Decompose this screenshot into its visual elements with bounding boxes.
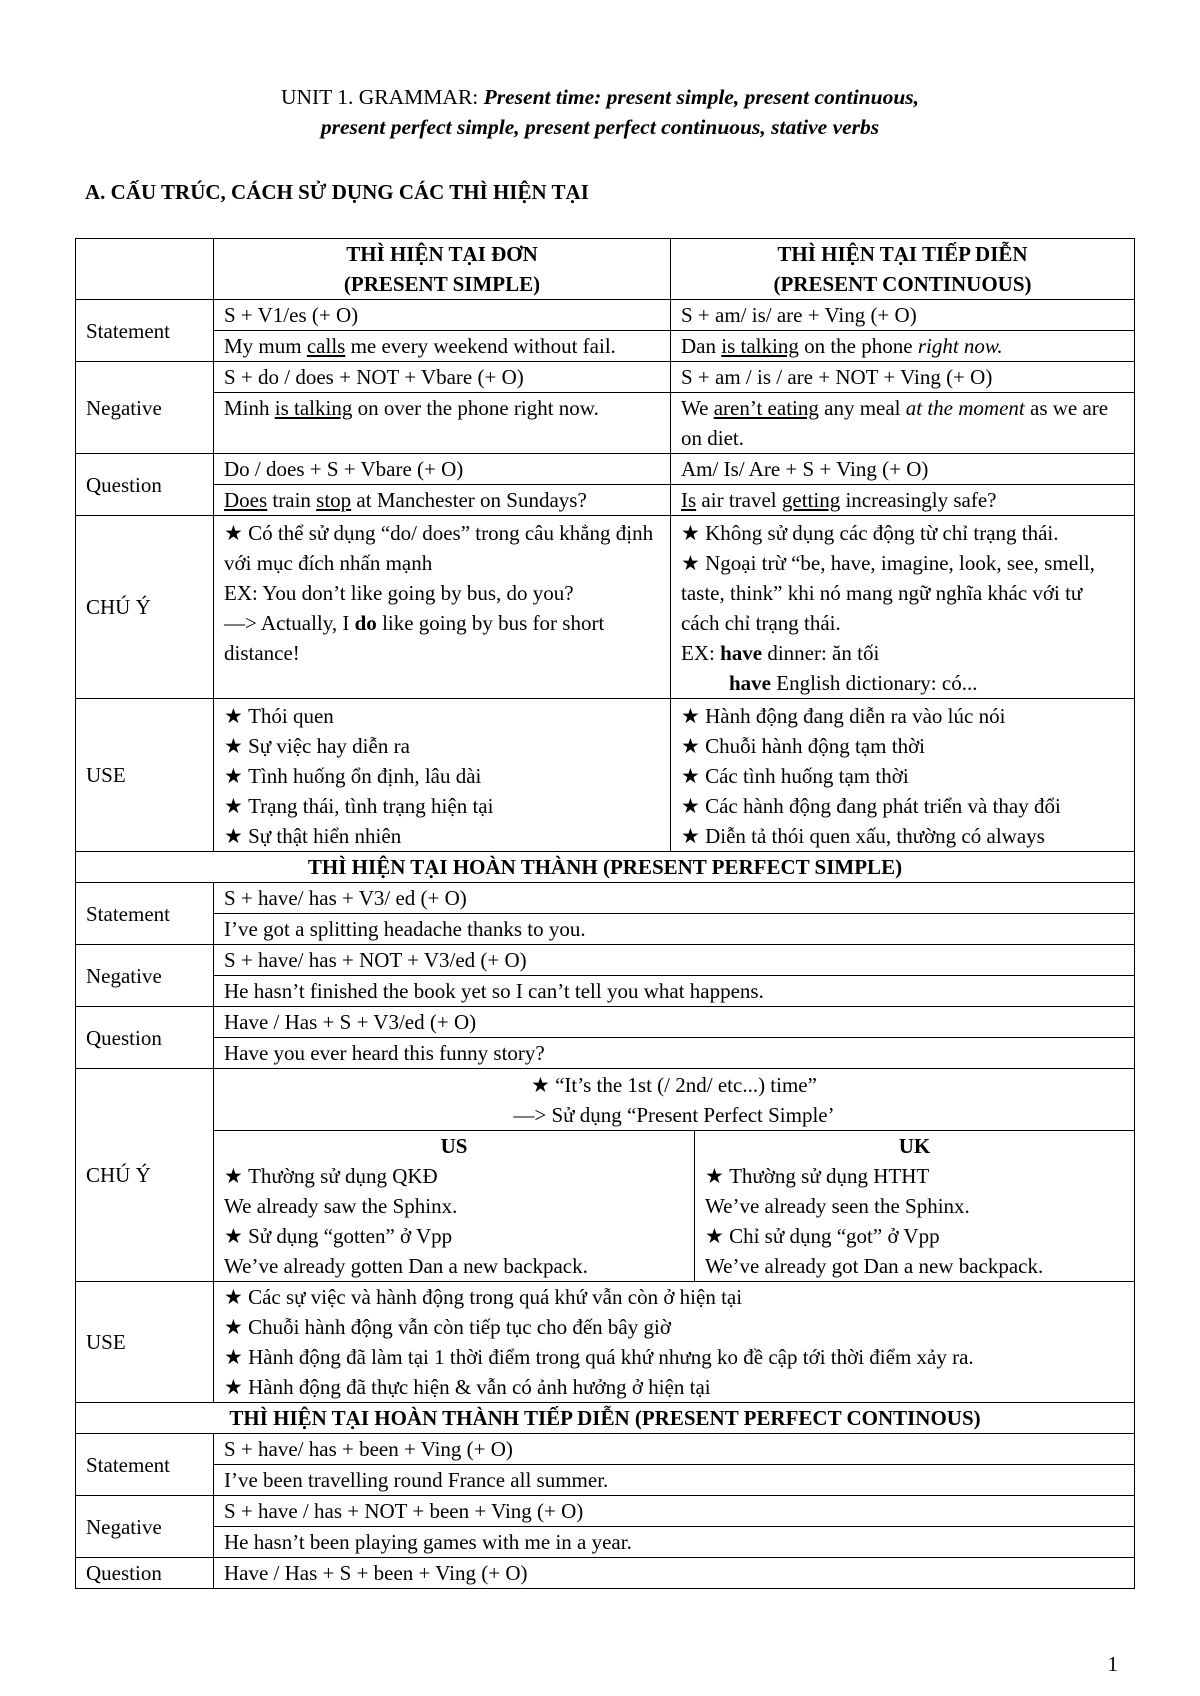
title-line-1: [0, 82, 1200, 112]
row-label: Question: [76, 1558, 214, 1589]
form-cell: Have / Has + S + V3/ed (+ O): [214, 1007, 1135, 1038]
example-cell: [671, 393, 1135, 454]
note-cell: [214, 516, 671, 699]
note-line: ★ Sử dụng “gotten” ở Vpp: [224, 1221, 684, 1251]
underlined-verb: calls: [306, 334, 346, 358]
table-row: [76, 1527, 1135, 1558]
note-line: —> Sử dụng “Present Perfect Simple’: [513, 1103, 835, 1127]
use-item: ★ Các sự việc và hành động trong quá khứ vẫn còn ở hiện tại: [224, 1282, 1124, 1312]
underlined-verb: getting: [781, 488, 841, 512]
use-item: ★ Các tình huống tạm thời: [681, 761, 1124, 791]
underlined-verb: stop: [316, 488, 352, 512]
table-row: [76, 1496, 1135, 1527]
use-item: ★ Hành động đang diễn ra vào lúc nói: [681, 701, 1124, 731]
text: Dan: [681, 334, 722, 358]
text: air travel: [696, 488, 782, 512]
italic-time-marker: right now.: [917, 334, 1003, 358]
header-text: THÌ HIỆN TẠI ĐƠN: [346, 242, 538, 266]
form-cell: S + have / has + NOT + been + Ving (+ O): [214, 1496, 1135, 1527]
underlined-verb: is talking: [274, 396, 353, 420]
note-cell: [671, 516, 1135, 699]
bold-word: have: [720, 641, 763, 665]
table-row: [76, 1465, 1135, 1496]
bold-word: have: [729, 671, 771, 695]
use-cell: [214, 1282, 1135, 1403]
note-line: [681, 668, 1124, 698]
section-bar-row: [76, 1403, 1135, 1434]
text: EX:: [681, 641, 721, 665]
text: on the phone: [798, 334, 918, 358]
table-row: [76, 331, 1135, 362]
row-label: Statement: [76, 1434, 214, 1496]
bold-word: do: [354, 611, 377, 635]
table-row: [76, 699, 1135, 852]
text: any meal: [818, 396, 906, 420]
use-item: ★ Chuỗi hành động vẫn còn tiếp tục cho đến bây giờ: [224, 1312, 1124, 1342]
row-label: CHÚ Ý: [76, 516, 214, 699]
note-line: ★ Ngoại trừ “be, have, imagine, look, see, smell, taste, think” khi nó mang ngữ nghĩa khác với tư cách chỉ trạng thái.: [681, 548, 1124, 638]
us-uk-table: [214, 1130, 1134, 1281]
present-continuous-header: [671, 239, 1135, 300]
example-cell: [214, 393, 671, 454]
note-line: [681, 638, 1124, 668]
table-row: [76, 485, 1135, 516]
form-cell: Am/ Is/ Are + S + Ving (+ O): [671, 454, 1135, 485]
note-line: We already saw the Sphinx.: [224, 1194, 458, 1218]
table-row: [76, 1558, 1135, 1589]
form-cell: S + am / is / are + NOT + Ving (+ O): [671, 362, 1135, 393]
table-row: [76, 1282, 1135, 1403]
use-item: ★ Hành động đã làm tại 1 thời điểm trong quá khứ nhưng ko đề cập tới thời điểm xảy ra.: [224, 1342, 1124, 1372]
example-cell: I’ve got a splitting headache thanks to you.: [214, 914, 1135, 945]
note-top: [214, 1069, 1134, 1130]
use-item: ★ Tình huống ổn định, lâu dài: [224, 761, 660, 791]
text: increasingly safe?: [840, 488, 997, 512]
form-cell: Have / Has + S + been + Ving (+ O): [214, 1558, 1135, 1589]
row-label: USE: [76, 1282, 214, 1403]
table-row: [76, 914, 1135, 945]
form-cell: S + have/ has + NOT + V3/ed (+ O): [214, 945, 1135, 976]
header-text: THÌ HIỆN TẠI TIẾP DIỄN: [777, 242, 1028, 266]
example-cell: [671, 485, 1135, 516]
note-line: [224, 608, 660, 668]
present-perfect-simple-header: THÌ HIỆN TẠI HOÀN THÀNH (PRESENT PERFECT SIMPLE): [76, 852, 1135, 883]
note-line: We’ve already got Dan a new backpack.: [705, 1254, 1044, 1278]
text: My mum: [224, 334, 307, 358]
example-cell: Have you ever heard this funny story?: [214, 1038, 1135, 1069]
note-line: ★ “It’s the 1st (/ 2nd/ etc...) time”: [214, 1070, 1134, 1100]
text: like going by bus for short distance!: [224, 611, 605, 665]
form-cell: S + have/ has + V3/ ed (+ O): [214, 883, 1135, 914]
row-label: Question: [76, 454, 214, 516]
form-cell: S + V1/es (+ O): [214, 300, 671, 331]
table-row: [76, 1434, 1135, 1465]
note-line: ★ Thường sử dụng QKĐ: [224, 1161, 684, 1191]
table-row: [76, 883, 1135, 914]
use-item: ★ Chuỗi hành động tạm thời: [681, 731, 1124, 761]
note-line: EX: You don’t like going by bus, do you?: [224, 581, 574, 605]
example-cell: [671, 331, 1135, 362]
table-row: [76, 976, 1135, 1007]
example-cell: I’ve been travelling round France all summer.: [214, 1465, 1135, 1496]
example-cell: He hasn’t finished the book yet so I can’t tell you what happens.: [214, 976, 1135, 1007]
use-item: ★ Diễn tả thói quen xấu, thường có always: [681, 821, 1124, 851]
table-row: [76, 1007, 1135, 1038]
use-item: ★ Trạng thái, tình trạng hiện tại: [224, 791, 660, 821]
table-row: [76, 516, 1135, 699]
italic-time-marker: at the moment: [905, 396, 1025, 420]
title-line-2: [0, 112, 1200, 142]
text: Minh: [224, 396, 275, 420]
example-cell: [214, 331, 671, 362]
note-line: ★ Có thể sử dụng “do/ does” trong câu khẳng định với mục đích nhấn mạnh: [224, 518, 660, 578]
text: We: [681, 396, 714, 420]
table-row: [76, 300, 1135, 331]
title-subject: Present time: present simple, present continuous,: [483, 85, 920, 109]
form-cell: S + am/ is/ are + Ving (+ O): [671, 300, 1135, 331]
note-cell: [214, 1069, 1135, 1282]
note-line: We’ve already seen the Sphinx.: [705, 1194, 970, 1218]
underlined-verb: Is: [681, 488, 697, 512]
page-number: 1: [1107, 1652, 1118, 1676]
present-simple-header: [214, 239, 671, 300]
use-item: ★ Hành động đã thực hiện & vẫn có ảnh hưởng ở hiện tại: [224, 1372, 1124, 1402]
example-cell: He hasn’t been playing games with me in a year.: [214, 1527, 1135, 1558]
form-cell: Do / does + S + Vbare (+ O): [214, 454, 671, 485]
table-row: [76, 362, 1135, 393]
row-label: Negative: [76, 362, 214, 454]
text: train: [267, 488, 317, 512]
text: as we are on diet.: [681, 396, 1109, 450]
header-subtext: (PRESENT SIMPLE): [343, 272, 541, 296]
row-label: Negative: [76, 1496, 214, 1558]
table-row: [76, 454, 1135, 485]
form-cell: S + have/ has + been + Ving (+ O): [214, 1434, 1135, 1465]
underlined-verb: aren’t eating: [713, 396, 819, 420]
us-heading: US: [440, 1134, 468, 1158]
title-prefix: UNIT 1. GRAMMAR:: [280, 85, 484, 109]
text: on over the phone right now.: [352, 396, 599, 420]
use-item: ★ Thói quen: [224, 701, 660, 731]
row-label: Negative: [76, 945, 214, 1007]
use-item: ★ Sự việc hay diễn ra: [224, 731, 660, 761]
text: English dictionary: có...: [771, 671, 978, 695]
use-cell: [214, 699, 671, 852]
note-line: ★ Không sử dụng các động từ chỉ trạng thái.: [681, 518, 1124, 548]
table-row: [76, 945, 1135, 976]
us-column: [214, 1131, 695, 1282]
row-label: Statement: [76, 300, 214, 362]
uk-column: [695, 1131, 1135, 1282]
header-row: [76, 239, 1135, 300]
table-row: [76, 1069, 1135, 1282]
present-perfect-continuous-header: THÌ HIỆN TẠI HOÀN THÀNH TIẾP DIỄN (PRESENT PERFECT CONTINOUS): [76, 1403, 1135, 1434]
title-subject-cont: present perfect simple, present perfect continuous, stative verbs: [320, 115, 880, 139]
text: at Manchester on Sundays?: [351, 488, 587, 512]
header-subtext: (PRESENT CONTINUOUS): [773, 272, 1032, 296]
header-empty-cell: [76, 239, 214, 300]
text: me every weekend without fail.: [345, 334, 616, 358]
note-line: ★ Chỉ sử dụng “got” ở Vpp: [705, 1221, 1124, 1251]
use-cell: [671, 699, 1135, 852]
text: dinner: ăn tối: [762, 641, 880, 665]
row-label: USE: [76, 699, 214, 852]
note-line: ★ Thường sử dụng HTHT: [705, 1161, 1124, 1191]
uk-heading: UK: [898, 1134, 931, 1158]
text: —> Actually, I: [224, 611, 355, 635]
section-heading: A. CẤU TRÚC, CÁCH SỬ DỤNG CÁC THÌ HIỆN TẠI: [85, 180, 589, 204]
underlined-verb: is talking: [721, 334, 799, 358]
table-row: [76, 1038, 1135, 1069]
form-cell: S + do / does + NOT + Vbare (+ O): [214, 362, 671, 393]
example-cell: [214, 485, 671, 516]
underlined-verb: Does: [224, 488, 268, 512]
use-item: ★ Sự thật hiển nhiên: [224, 821, 660, 851]
row-label: Statement: [76, 883, 214, 945]
row-label: Question: [76, 1007, 214, 1069]
note-line: We’ve already gotten Dan a new backpack.: [224, 1254, 588, 1278]
table-row: [76, 393, 1135, 454]
grammar-table: [75, 238, 1135, 1589]
row-label: CHÚ Ý: [76, 1069, 214, 1282]
use-item: ★ Các hành động đang phát triển và thay đổi: [681, 791, 1124, 821]
section-bar-row: [76, 852, 1135, 883]
